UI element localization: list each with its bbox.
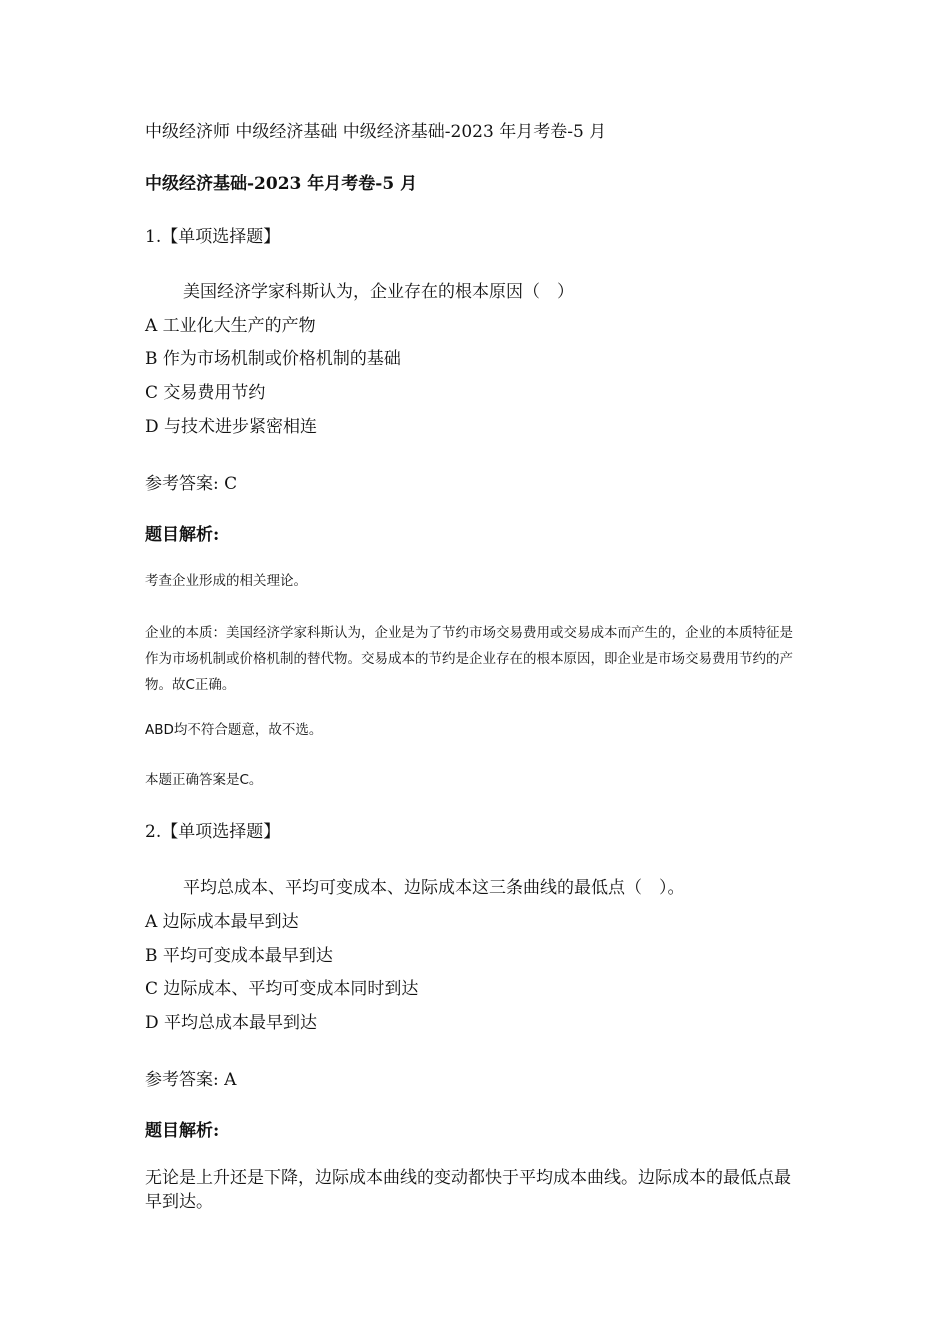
question-1-option-b: B 作为市场机制或价格机制的基础 — [145, 349, 401, 369]
question-2-label: 2.【单项选择题】 — [145, 822, 281, 842]
question-1-label: 1.【单项选择题】 — [145, 227, 281, 247]
question-2-option-a: A 边际成本最早到达 — [145, 912, 299, 932]
question-1-answer: 参考答案: C — [145, 474, 238, 494]
question-2-option-c: C 边际成本、平均可变成本同时到达 — [145, 979, 419, 999]
question-1-stem: 美国经济学家科斯认为，企业存在的根本原因（ ） — [183, 282, 574, 302]
question-1-analysis-exclusion: ABD均不符合题意，故不选。 — [145, 722, 323, 738]
question-1-option-a: A 工业化大生产的产物 — [145, 316, 316, 336]
question-2-option-b: B 平均可变成本最早到达 — [145, 946, 333, 966]
question-1-analysis-conclusion: 本题正确答案是C。 — [145, 772, 263, 788]
question-2-stem: 平均总成本、平均可变成本、边际成本这三条曲线的最低点（ ）。 — [183, 878, 685, 898]
breadcrumb: 中级经济师 中级经济基础 中级经济基础-2023 年月考卷-5 月 — [145, 122, 607, 142]
question-2-analysis-title: 题目解析: — [145, 1121, 220, 1141]
question-1-analysis-title: 题目解析: — [145, 525, 220, 545]
question-1-option-c: C 交易费用节约 — [145, 383, 266, 403]
exam-title: 中级经济基础-2023 年月考卷-5 月 — [145, 174, 418, 194]
question-1-analysis-topic: 考查企业形成的相关理论。 — [145, 573, 307, 589]
question-2-analysis-body: 无论是上升还是下降，边际成本曲线的变动都快于平均成本曲线。边际成本的最低点最早到达。 — [145, 1168, 791, 1212]
question-1-analysis-body: 企业的本质：美国经济学家科斯认为，企业是为了节约市场交易费用或交易成本而产生的，企业的本质特征是作为市场机制或价格机制的替代物。交易成本的节约是企业存在的根本原因，即企业是市场交易费用节约的产物。故C正确。 — [145, 625, 793, 693]
question-2-option-d: D 平均总成本最早到达 — [145, 1013, 318, 1033]
question-1-option-d: D 与技术进步紧密相连 — [145, 417, 318, 437]
question-2-answer: 参考答案: A — [145, 1070, 237, 1090]
